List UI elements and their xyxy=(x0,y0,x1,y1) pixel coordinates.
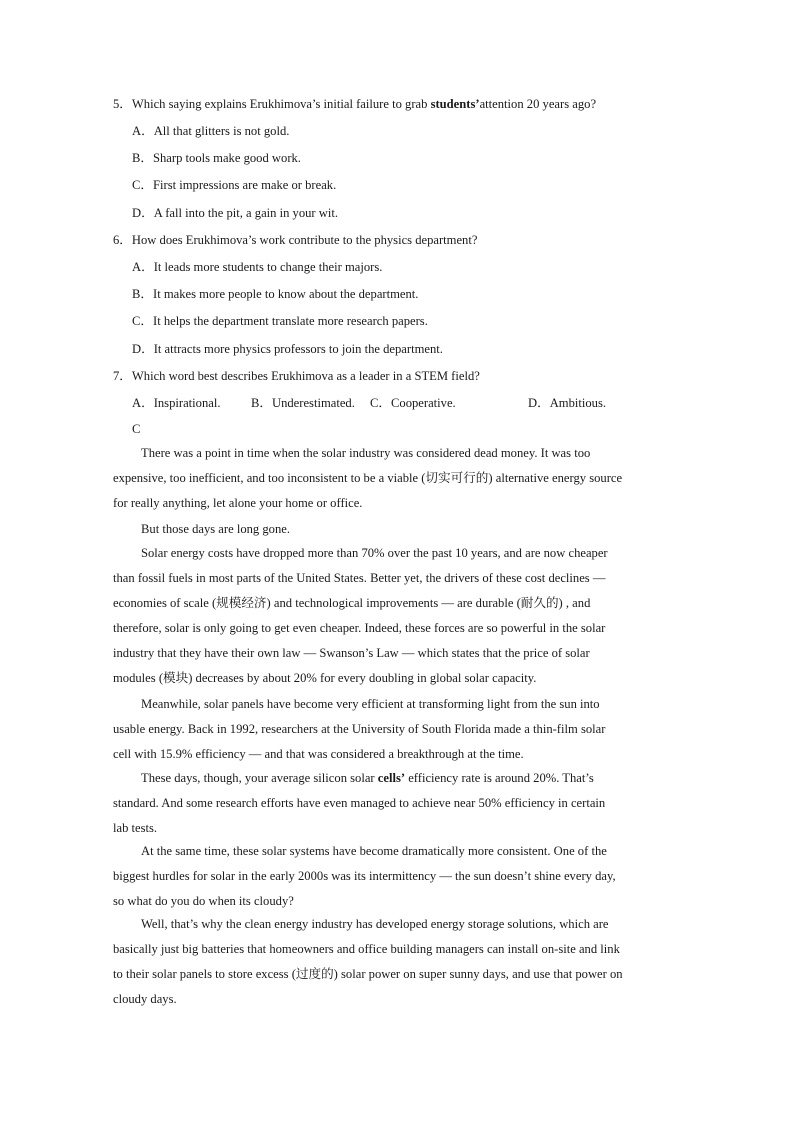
paragraph-line: standard. And some research efforts have even managed to achieve near 50% efficiency in certain xyxy=(113,796,606,810)
question-5-stem-text-end: attention 20 years ago? xyxy=(479,97,597,111)
paragraph-line: Well, that’s why the clean energy industry has developed energy storage solutions, which are xyxy=(141,917,609,931)
paragraph-line: lab tests. xyxy=(113,821,158,835)
passage-paragraph-4 xyxy=(113,692,683,767)
question-7-option-c: C．Cooperative. xyxy=(370,396,456,410)
question-6-option-c: C．It helps the department translate more research papers. xyxy=(132,314,428,328)
question-5-option-b: B．Sharp tools make good work. xyxy=(132,151,301,165)
passage-paragraph-1 xyxy=(113,441,683,516)
paragraph-line: for really anything, let alone your home or office. xyxy=(113,496,363,510)
paragraph-line: There was a point in time when the solar industry was considered dead money. It was too xyxy=(141,446,591,460)
question-7-stem: 7．Which word best describes Erukhimova as a leader in a STEM field? xyxy=(113,369,480,383)
paragraph-line: cloudy days. xyxy=(113,992,177,1006)
paragraph-line: industry that they have their own law — Swanson’s Law — which states that the price of solar xyxy=(113,646,590,660)
paragraph-line: modules (模块) decreases by about 20% for every doubling in global solar capacity. xyxy=(113,671,537,685)
paragraph-line: Meanwhile, solar panels have become very efficient at transforming light from the sun into xyxy=(141,697,600,711)
paragraph-line: so what do you do when its cloudy? xyxy=(113,894,294,908)
passage-paragraph-7 xyxy=(113,912,683,1012)
question-5-option-c: C．First impressions are make or break. xyxy=(132,178,337,192)
paragraph-line: to their solar panels to store excess (过度的) solar power on super sunny days, and use that power on xyxy=(113,967,623,981)
question-5-stem-text: 5．Which saying explains Erukhimova’s initial failure to grab xyxy=(113,97,431,111)
paragraph-line: cell with 15.9% efficiency — and that was considered a breakthrough at the time. xyxy=(113,747,524,761)
paragraph-bold-word: cells’ xyxy=(377,771,406,785)
paragraph-line: expensive, too inefficient, and too inconsistent to be a viable (切实可行的) alternative energy source xyxy=(113,471,623,485)
paragraph-line: therefore, solar is only going to get even cheaper. Indeed, these forces are so powerful in the solar xyxy=(113,621,606,635)
paragraph-line: economies of scale (规模经济) and technological improvements — are durable (耐久的) , and xyxy=(113,596,591,610)
paragraph-line: usable energy. Back in 1992, researchers at the University of South Florida made a thin-film solar xyxy=(113,722,606,736)
paragraph-line: But those days are long gone. xyxy=(141,522,290,536)
passage-paragraph-2 xyxy=(113,517,683,542)
paragraph-line xyxy=(113,766,683,791)
question-6-stem: 6．How does Erukhimova’s work contribute to the physics department? xyxy=(113,233,478,247)
question-6-option-b: B．It makes more people to know about the department. xyxy=(132,287,419,301)
paragraph-line: basically just big batteries that homeowners and office building managers can install on-site and link xyxy=(113,942,620,956)
question-5-stem xyxy=(113,96,683,112)
question-5-stem-bold: students’ xyxy=(430,97,480,111)
paragraph-line-start: These days, though, your average silicon solar xyxy=(141,771,378,785)
paragraph-line: than fossil fuels in most parts of the United States. Better yet, the drivers of these cost declines — xyxy=(113,571,606,585)
paragraph-line-end: efficiency rate is around 20%. That’s xyxy=(405,771,594,785)
passage-paragraph-3 xyxy=(113,541,683,691)
paragraph-line: Solar energy costs have dropped more than 70% over the past 10 years, and are now cheaper xyxy=(141,546,608,560)
question-7-option-a: A．Inspirational. xyxy=(132,396,221,410)
question-6-option-a: A．It leads more students to change their majors. xyxy=(132,260,383,274)
question-7-options xyxy=(132,395,692,411)
question-5-option-d: D．A fall into the pit, a gain in your wit. xyxy=(132,206,339,220)
question-7-option-d: D．Ambitious. xyxy=(528,396,607,410)
question-7-option-b: B．Underestimated. xyxy=(251,396,355,410)
passage-paragraph-6 xyxy=(113,839,683,914)
paragraph-line: biggest hurdles for solar in the early 2000s was its intermittency — the sun doesn’t shine every day, xyxy=(113,869,616,883)
section-label: C xyxy=(132,422,141,436)
paragraph-line: At the same time, these solar systems have become dramatically more consistent. One of the xyxy=(141,844,607,858)
passage-paragraph-5 xyxy=(113,766,683,841)
question-5-option-a: A．All that glitters is not gold. xyxy=(132,124,290,138)
question-6-option-d: D．It attracts more physics professors to join the department. xyxy=(132,342,443,356)
